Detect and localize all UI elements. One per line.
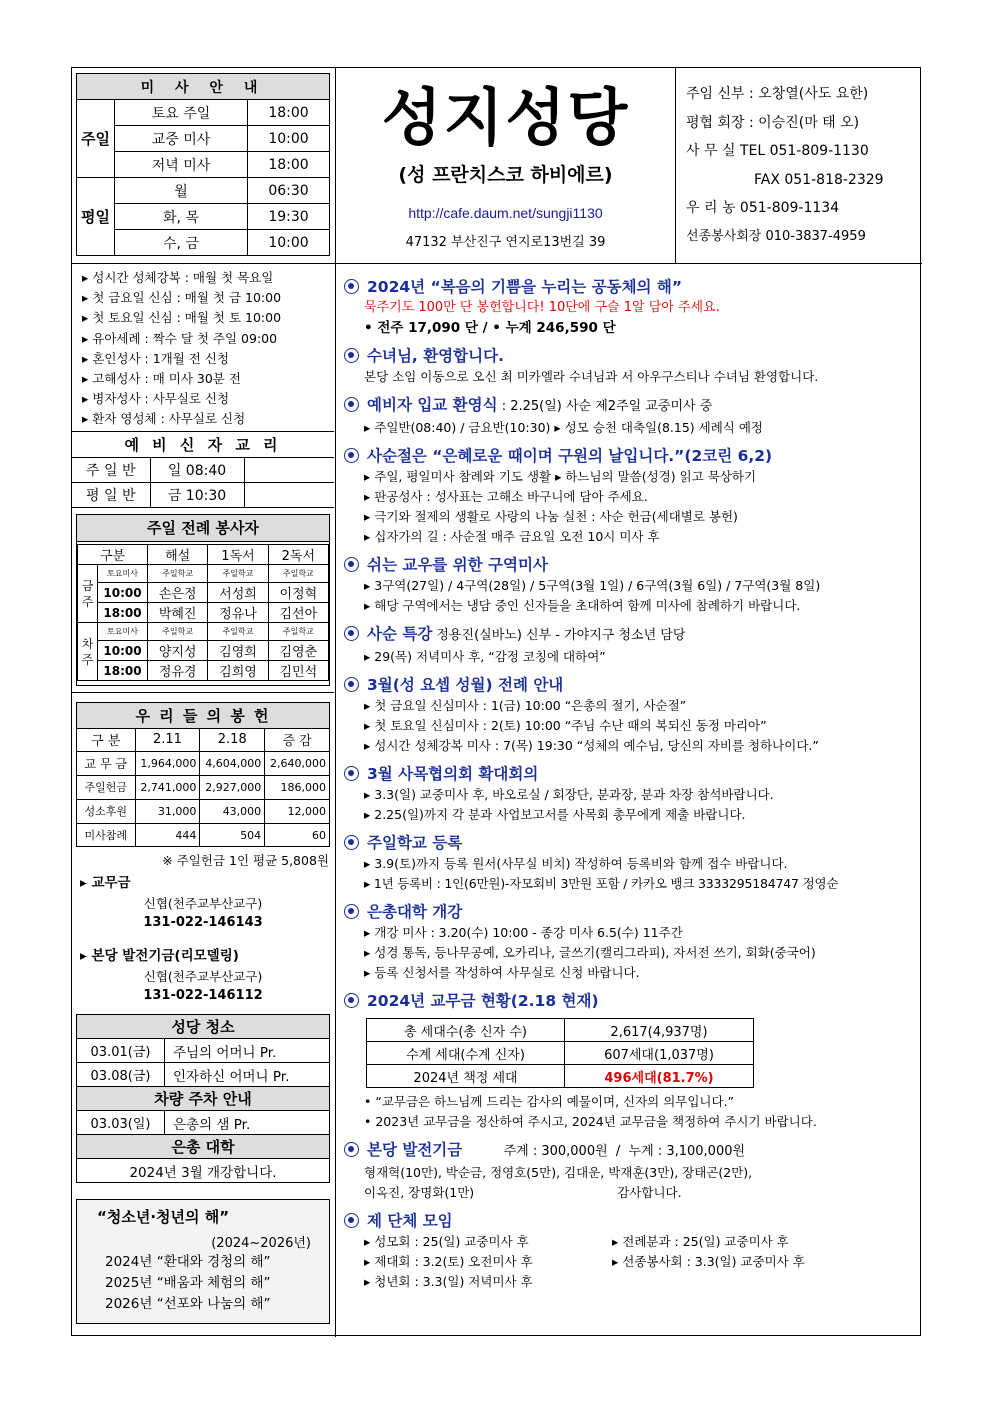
section-lent	[344, 445, 914, 547]
mass-title: 미 사 안 내	[77, 74, 330, 100]
server-cell: 김민석	[268, 661, 328, 681]
notice-item: ▸ 고해성사 : 매 미사 30분 전	[82, 371, 241, 387]
section-title: 2024년 교무금 현황(2.18 현재)	[367, 992, 599, 1010]
section-council	[344, 763, 914, 825]
servers-header: 2독서	[268, 545, 328, 565]
sunday-label: 주일	[77, 100, 115, 178]
offering-cell: 12,000	[265, 799, 329, 823]
offering-cell: 31,000	[135, 799, 200, 823]
week-label: 차주	[78, 623, 98, 681]
server-cell: 주일학교	[148, 565, 208, 583]
cleaning-date: 03.08(금)	[77, 1063, 165, 1087]
offering-label: 성소후원	[77, 799, 135, 823]
bullet-icon	[344, 904, 359, 919]
left-column	[72, 264, 336, 1337]
offering-label: 미사참례	[77, 823, 135, 847]
dues-label: 수계 세대(수계 신자)	[367, 1042, 565, 1065]
bullet-icon	[344, 1213, 359, 1228]
offering-title: 우 리 들 의 봉 헌	[77, 703, 329, 729]
catechumen-label: 주 일 반	[72, 458, 150, 483]
offering-label: 교 무 금	[77, 751, 135, 775]
office-tel: 사 무 실 TEL 051-809-1130	[686, 143, 869, 160]
offering-cell: 4,604,000	[200, 751, 265, 775]
office-fax: FAX 051-818-2329	[754, 171, 884, 188]
section-line: ▸ 3구역(27일) / 4구역(28일) / 5구역(3월 1일) / 6구역(3월 6일) / 7구역(3월 8일)	[364, 578, 821, 593]
server-time: 토요미사	[98, 565, 148, 583]
section-title: 예비자 입교 환영식	[367, 396, 498, 414]
account-number: 131-022-146143	[143, 915, 263, 930]
mass-name: 교중 미사	[115, 126, 248, 152]
college-title: 은총 대학	[77, 1135, 330, 1159]
cleaning-date: 03.01(금)	[77, 1039, 165, 1063]
parish-name: 성지성당	[381, 81, 630, 154]
dues-table	[366, 1018, 754, 1088]
mass-time: 18:00	[248, 100, 330, 126]
meeting-item: ▸ 성모회 : 25(일) 교중미사 후	[364, 1234, 529, 1249]
section-line: 형재혁(10만), 박순금, 정영호(5만), 김대운, 박재훈(3만), 장태곤(2만),	[364, 1165, 753, 1180]
header	[72, 68, 922, 264]
servers-header: 구분	[78, 545, 148, 565]
section-title: 수녀님, 환영합니다.	[367, 347, 504, 365]
weekday-label: 평일	[77, 178, 115, 256]
offering-header: 증 감	[265, 729, 329, 751]
section-subtitle: : 2.25(일) 사순 제2주일 교중미사 중	[497, 399, 713, 414]
section-line: 이옥진, 장명화(1만) 감사합니다.	[364, 1185, 682, 1200]
mass-name: 화, 목	[115, 204, 248, 230]
youth-period: (2024~2026년)	[211, 1236, 311, 1251]
youth-box	[76, 1199, 330, 1324]
server-time: 10:00	[98, 583, 148, 603]
youth-year: 2026년 “선포와 나눔의 해”	[105, 1296, 271, 1312]
section-fund	[344, 1139, 914, 1203]
server-cell: 김선아	[268, 603, 328, 623]
offering-header: 2.18	[200, 729, 265, 751]
section-meetings	[344, 1210, 914, 1292]
section-line: ▸ 십자가의 길 : 사순절 매주 금요일 오전 10시 미사 후	[364, 529, 660, 544]
notice-item: ▸ 성시간 성체강복 : 매월 첫 목요일	[82, 270, 274, 285]
section-lecture	[344, 623, 914, 667]
offering-cell: 60	[265, 823, 329, 847]
section-line: ▸ 성경 통독, 등나무공예, 오카리나, 글쓰기(캘리그라피), 자서전 쓰기, 회화(중국어)	[364, 945, 816, 960]
offering-cell: 2,927,000	[200, 775, 265, 799]
mass-name: 저녁 미사	[115, 152, 248, 178]
server-cell: 김희영	[208, 661, 268, 681]
bullet-icon	[344, 677, 359, 692]
mass-time: 10:00	[248, 230, 330, 256]
account-title: ▸ 본당 발전기금(리모델링)	[80, 948, 239, 964]
offering-cell: 43,000	[200, 799, 265, 823]
parking-date: 03.03(일)	[77, 1111, 165, 1135]
server-cell: 주일학교	[268, 623, 328, 641]
bulletin-page	[71, 67, 921, 1336]
notice-item: ▸ 혼인성사 : 1개월 전 신청	[82, 350, 229, 366]
parish-address: 47132 부산진구 연지로13번길 39	[405, 235, 606, 250]
bullet-icon	[344, 993, 359, 1008]
bullet-icon	[344, 1142, 359, 1157]
account-number: 131-022-146112	[143, 988, 263, 1003]
section-line: ▸ 3.9(토)까지 등록 원서(사무실 비치) 작성하여 등록비와 함께 접수 바랍니다.	[364, 856, 788, 871]
section-college	[344, 901, 914, 983]
section-line: ▸ 개강 미사 : 3.20(수) 10:00 - 종강 미사 6.5(수) 11주간	[364, 925, 683, 940]
server-time: 18:00	[98, 661, 148, 681]
server-cell: 주일학교	[268, 565, 328, 583]
catechumen-time: 금 10:30	[150, 483, 244, 508]
dues-label: 2024년 책정 세대	[367, 1065, 565, 1088]
server-time: 토요미사	[98, 623, 148, 641]
cleaning-group: 인자하신 어머니 Pr.	[165, 1063, 330, 1087]
section-subtitle: 정용진(실바노) 신부 - 가야지구 청소년 담당	[432, 628, 686, 643]
parish-patron: (성 프란치스코 하비에르)	[398, 164, 613, 186]
server-cell: 양지성	[148, 641, 208, 661]
server-time: 18:00	[98, 603, 148, 623]
cleaning-group: 주님의 어머니 Pr.	[165, 1039, 330, 1063]
offering-cell: 504	[200, 823, 265, 847]
dues-value: 496세대(81.7%)	[565, 1065, 754, 1088]
youth-years	[105, 1252, 271, 1315]
offering-table	[77, 729, 329, 847]
offering-cell: 1,964,000	[135, 751, 200, 775]
dues-label: 총 세대수(총 신자 수)	[367, 1019, 565, 1042]
mass-table	[76, 73, 330, 256]
catechumen-time: 일 08:40	[150, 458, 244, 483]
meeting-item: ▸ 전례분과 : 25(일) 교중미사 후	[612, 1234, 789, 1249]
farm-tel: 우 리 농 051-809-1134	[686, 200, 840, 217]
notice-item: ▸ 유아세례 : 짝수 달 첫 주일 09:00	[82, 330, 278, 346]
mass-name: 월	[115, 178, 248, 204]
parish-url-link[interactable]: http://cafe.daum.net/sungji1130	[408, 205, 603, 221]
account-bank: 신협(천주교부산교구)	[143, 896, 263, 911]
section-line: ▸ 첫 토요일 신심미사 : 2(토) 10:00 “주님 수난 때의 복되신 동정 마리아”	[364, 718, 767, 733]
section-line: ▸ 극기와 절제의 생활로 사랑의 나눔 실천 : 사순 헌금(세대별로 봉헌)	[364, 509, 738, 524]
parking-title: 차량 주차 안내	[77, 1087, 330, 1111]
server-time: 10:00	[98, 641, 148, 661]
mass-time: 19:30	[248, 204, 330, 230]
offering-cell: 444	[135, 823, 200, 847]
server-cell: 주일학교	[148, 623, 208, 641]
section-dues	[344, 990, 914, 1132]
servers-box	[76, 514, 330, 686]
funeral-tel: 선종봉사회장 010-3837-4959	[686, 228, 866, 244]
section-welcome	[344, 345, 914, 387]
server-cell: 정유나	[208, 603, 268, 623]
catechumen-title: 예 비 신 자 교 리	[72, 432, 334, 458]
server-cell: 이정혁	[268, 583, 328, 603]
rosary-notice: 묵주기도 100만 단 봉헌합니다! 10단에 구슬 1알 담아 주세요.	[364, 300, 720, 315]
contact-block	[676, 68, 922, 264]
section-title: 제 단체 모임	[367, 1212, 453, 1230]
section-line: ▸ 해당 구역에서는 냉담 중인 신자들을 초대하여 함께 미사에 참례하기 바랍니다.	[364, 598, 801, 613]
section-title: 쉬는 교우를 위한 구역미사	[367, 556, 548, 574]
section-title: 사순절은 “은혜로운 때이며 구원의 날입니다.”(2코린 6,2)	[367, 447, 773, 465]
mass-time: 10:00	[248, 126, 330, 152]
section-rest	[344, 554, 914, 616]
mass-time: 06:30	[248, 178, 330, 204]
bullet-icon	[344, 626, 359, 641]
section-line: ▸ 3.3(일) 교중미사 후, 바오로실 / 회장단, 분과장, 분과 차장 참석바랍니다.	[364, 787, 774, 802]
offering-average: ※ 주일헌금 1인 평균 5,808원	[162, 853, 329, 868]
bullet-icon	[344, 557, 359, 572]
account-title: ▸ 교무금	[80, 875, 131, 891]
catechumen-table	[72, 431, 334, 508]
pastor-line: 주임 신부 : 오창열(사도 요한)	[686, 86, 869, 102]
youth-year: 2024년 “환대와 경청의 해”	[105, 1254, 271, 1270]
bullet-icon	[344, 397, 359, 412]
youth-title: “청소년·청년의 해”	[97, 1208, 230, 1226]
servers-table	[77, 544, 329, 681]
servers-title: 주일 전례 봉사자	[77, 515, 329, 542]
server-cell: 김영희	[208, 641, 268, 661]
council-line: 평협 회장 : 이승진(마 태 오)	[686, 114, 860, 131]
section-line: ▸ 2.25(일)까지 각 분과 사업보고서를 사목회 총무에게 제출 바랍니다.	[364, 807, 746, 822]
offering-header: 2.11	[135, 729, 200, 751]
parking-group: 은총의 샘 Pr.	[165, 1111, 330, 1135]
meeting-item: ▸ 청년회 : 3.3(일) 저녁미사 후	[364, 1274, 533, 1289]
bullet-icon	[344, 448, 359, 463]
section-march	[344, 674, 914, 756]
notice-item: ▸ 첫 토요일 신심 : 매월 첫 토 10:00	[82, 310, 282, 326]
server-cell: 서성희	[208, 583, 268, 603]
section-line: ▸ 성시간 성체강복 미사 : 7(목) 19:30 “성체의 예수님, 당신의 자비를 청하나이다.”	[364, 738, 819, 753]
notice-item: ▸ 환자 영성체 : 사무실로 신청	[82, 411, 246, 427]
server-cell: 손은정	[148, 583, 208, 603]
section-line: • “교무금은 하느님께 드리는 감사의 예물이며, 신자의 의무입니다.”	[364, 1094, 735, 1109]
offering-label: 주일헌금	[77, 775, 135, 799]
mass-name: 토요 주일	[115, 100, 248, 126]
account-bank: 신협(천주교부산교구)	[143, 969, 263, 984]
meeting-item: ▸ 제대회 : 3.2(토) 오전미사 후	[364, 1254, 533, 1269]
bullet-icon	[344, 348, 359, 363]
section-line: ▸ 등록 신청서를 작성하여 사무실로 신청 바랍니다.	[364, 965, 640, 980]
section-text: 본당 소임 이동으로 오신 최 미카엘라 수녀님과 서 아우구스티나 수녀님 환영합니다.	[364, 369, 819, 384]
mass-name: 수, 금	[115, 230, 248, 256]
youth-year: 2025년 “배움과 체험의 해”	[105, 1275, 271, 1291]
section-line: ▸ 판공성사 : 성사표는 고해소 바구니에 담아 주세요.	[364, 489, 648, 504]
section-theme	[344, 276, 914, 338]
offering-header: 구 분	[77, 729, 135, 751]
section-title: 3월 사목협의회 확대회의	[367, 765, 539, 783]
college-text: 2024년 3월 개강합니다.	[77, 1159, 330, 1183]
server-cell: 정유경	[148, 661, 208, 681]
dues-value: 607세대(1,037명)	[565, 1042, 754, 1065]
servers-header: 1독서	[208, 545, 268, 565]
notice-item: ▸ 첫 금요일 신심 : 매월 첫 금 10:00	[82, 290, 282, 306]
server-cell: 박혜진	[148, 603, 208, 623]
section-title: 은총대학 개강	[367, 903, 463, 921]
section-title: 2024년 “복음의 기쁨을 누리는 공동체의 해”	[367, 278, 683, 296]
offering-cell: 186,000	[265, 775, 329, 799]
section-title: 사순 특강	[367, 625, 433, 643]
servers-header: 해설	[148, 545, 208, 565]
server-cell: 주일학교	[208, 565, 268, 583]
server-cell: 주일학교	[208, 623, 268, 641]
right-column	[336, 264, 922, 1337]
section-sunday-school	[344, 832, 914, 894]
notice-item: ▸ 병자성사 : 사무실로 신청	[82, 391, 230, 407]
notice-list	[72, 264, 335, 430]
section-line: ▸ 첫 금요일 신심미사 : 1(금) 10:00 “은총의 절기, 사순절”	[364, 698, 687, 713]
section-line: ▸ 주일반(08:40) / 금요반(10:30) ▸ 성모 승천 대축일(8.15) 세례식 예정	[364, 420, 764, 435]
rosary-count: • 전주 17,090 단 / • 누계 246,590 단	[364, 320, 616, 336]
dues-value: 2,617(4,937명)	[565, 1019, 754, 1042]
mass-schedule	[72, 68, 336, 264]
section-title: 3월(성 요셉 성월) 전례 안내	[367, 676, 564, 694]
section-line: ▸ 1년 등록비 : 1인(6만원)-자모회비 3만원 포함 / 카카오 뱅크 3333295184747 정영순	[364, 876, 839, 891]
section-subtitle: 주계 : 300,000원 / 누계 : 3,100,000원	[462, 1144, 746, 1159]
section-catechumen	[344, 394, 914, 438]
offering-cell: 2,741,000	[135, 775, 200, 799]
server-cell: 김영춘	[268, 641, 328, 661]
cleaning-title: 성당 청소	[77, 1015, 330, 1039]
offering-box	[76, 702, 330, 847]
section-line: ▸ 주일, 평일미사 참례와 기도 생활 ▸ 하느님의 말씀(성경) 읽고 묵상하기	[364, 469, 757, 484]
meeting-item: ▸ 선종봉사회 : 3.3(일) 교중미사 후	[612, 1254, 805, 1269]
section-line: ▸ 29(목) 저녁미사 후, “감정 코칭에 대하여”	[364, 649, 606, 664]
section-title: 주일학교 등록	[367, 834, 463, 852]
cleaning-table	[76, 1014, 330, 1183]
bullet-icon	[344, 279, 359, 294]
parish-title-block	[336, 68, 676, 264]
offering-cell: 2,640,000	[265, 751, 329, 775]
bullet-icon	[344, 835, 359, 850]
week-label: 금주	[78, 565, 98, 623]
bullet-icon	[344, 766, 359, 781]
mass-time: 18:00	[248, 152, 330, 178]
catechumen-label: 평 일 반	[72, 483, 150, 508]
section-line: • 2023년 교무금을 정산하여 주시고, 2024년 교무금을 책정하여 주시기 바랍니다.	[364, 1114, 817, 1129]
section-title: 본당 발전기금	[367, 1141, 463, 1159]
